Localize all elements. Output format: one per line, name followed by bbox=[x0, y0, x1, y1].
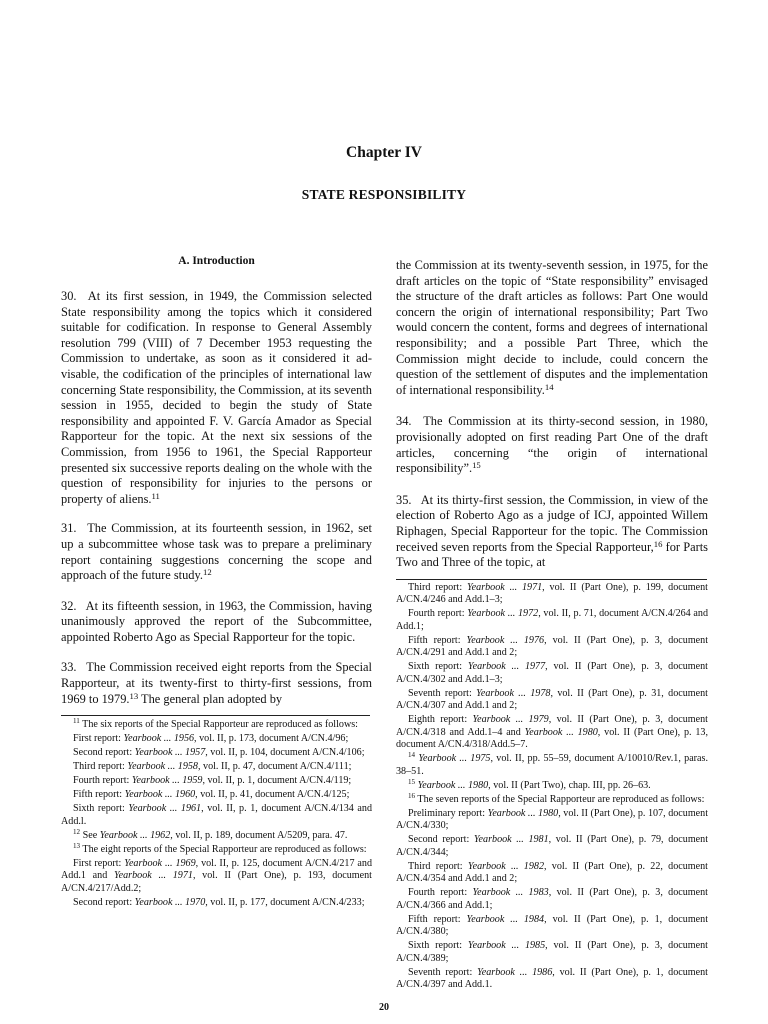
yearbook-citation: Yearbook ... 1978 bbox=[476, 687, 551, 699]
yearbook-citation: Yearbook ... 1957 bbox=[134, 747, 206, 759]
footnote-text: The eight reports of the Special Rapporteur are reproduced as follows: bbox=[82, 843, 367, 855]
paragraph-text: 34. The Commission at its thirty-second session, in 1980, provisionally adopted on first reading Part One of the draft articles, concerning “the origin of international responsibility”. bbox=[396, 414, 708, 476]
footnote bbox=[61, 841, 372, 857]
footnote-divider bbox=[396, 579, 707, 580]
footnote-text: , vol. II (Part One), p. 3, document A/CN.4/291 and Add.1 and 2; bbox=[396, 634, 708, 659]
footnote-number: 15 bbox=[408, 777, 416, 786]
footnote-entry bbox=[396, 914, 708, 939]
yearbook-citation: Yearbook ... 1969 bbox=[124, 857, 196, 869]
yearbook-citation: Yearbook ... 1971 bbox=[113, 870, 193, 882]
footnote-text: Fourth report: bbox=[408, 608, 468, 620]
footnote-entry bbox=[396, 808, 708, 833]
footnote-text: Seventh report: bbox=[408, 966, 478, 978]
footnote bbox=[61, 719, 372, 732]
yearbook-citation: Yearbook ... 1979 bbox=[472, 714, 549, 726]
paragraph-text: 32. At its fifteenth session, in 1963, the Commission, having unanimously approved the report of the Subcommittee, appointed Roberto Ago as Special Rapporteur for the topic. bbox=[61, 598, 372, 644]
footnote-text: Third report: bbox=[408, 581, 467, 593]
footnote-text: , vol. II (Part One), p. 3, document A/CN.4/389; bbox=[396, 940, 708, 964]
chapter-heading: Chapter IV bbox=[346, 144, 422, 161]
paragraph-33-continued bbox=[396, 258, 708, 398]
yearbook-citation: Yearbook ... 1972 bbox=[467, 608, 539, 620]
footnote-entry bbox=[396, 635, 708, 660]
yearbook-citation: Yearbook ... 1981 bbox=[473, 834, 549, 846]
footnote-ref: 12 bbox=[202, 567, 212, 578]
yearbook-citation: Yearbook ... 1971 bbox=[466, 581, 543, 593]
footnote-text: , vol. II, p. 47, document A/CN.4/111; bbox=[197, 761, 352, 773]
footnote-ref: 13 bbox=[129, 690, 139, 701]
yearbook-citation: Yearbook ... 1960 bbox=[124, 789, 196, 801]
footnote-text: Sixth report: bbox=[408, 661, 468, 673]
footnote-text: Sixth report: bbox=[408, 940, 468, 952]
footnote-text: , vol. II (Part One), p. 13, document A/CN.4/318/Add.5–7. bbox=[396, 726, 708, 751]
section-heading: A. Introduction bbox=[178, 255, 255, 267]
footnote-entry bbox=[396, 661, 708, 686]
footnote-text: , vol. II (Part One), p. 3, document A/CN.4/366 and Add.1; bbox=[396, 887, 708, 911]
footnote-text: , vol. II (Part One), p. 199, document A/CN.4/246 and Add.1–3; bbox=[396, 581, 708, 606]
footnotes-left bbox=[61, 719, 372, 909]
paragraph-text: the Commission at its twenty-seventh session, in 1975, for the draft articles on the topic of “State responsibility” envisaged the structure of the draft articles as follows: Part One would concern the origin of international responsibility; Part Two would concern the content, forms and degrees of international responsibility; and a possible Part Three, which the Commission might decide to include, could concern the question of the settlement of disputes and the implementation of international responsibility. bbox=[396, 258, 708, 397]
footnote-text: Second report: bbox=[408, 834, 474, 846]
footnote-text: Second report: bbox=[73, 747, 135, 759]
footnote-text: , vol. II (Part One), p. 1, document A/CN.4/380; bbox=[396, 913, 708, 938]
footnote-text: , vol. II (Part One), p. 1, document A/CN.4/397 and Add.1. bbox=[396, 966, 708, 991]
yearbook-citation: Yearbook ... 1962 bbox=[99, 829, 171, 841]
yearbook-citation: Yearbook ... 1986 bbox=[477, 966, 553, 978]
footnote-text: Sixth report: bbox=[73, 803, 129, 815]
footnote-entry bbox=[61, 761, 372, 774]
footnote-entry bbox=[396, 861, 708, 886]
footnote-text: , vol. II (Part One), p. 193, document A/CN.4/217/Add.2; bbox=[61, 870, 372, 894]
footnote-text: The seven reports of the Special Rapporteur are reproduced as follows: bbox=[417, 793, 705, 805]
footnote-text: Preliminary report: bbox=[408, 807, 488, 819]
paragraph-text: 33. The Commission received eight reports from the Special Rapporteur, at its twenty-first to thirty-first sessions, from 1969 to 1979. bbox=[61, 660, 372, 706]
footnote bbox=[396, 791, 708, 807]
footnote-entry bbox=[396, 887, 708, 912]
footnote-ref: 11 bbox=[151, 490, 160, 501]
footnote-entry bbox=[396, 967, 708, 992]
footnote-text: First report: bbox=[73, 857, 125, 869]
yearbook-citation: Yearbook ... 1961 bbox=[128, 803, 202, 815]
footnote-number: 14 bbox=[408, 751, 416, 760]
footnote-text: , vol. II (Part One), p. 79, document A/CN.4/344; bbox=[396, 834, 708, 858]
footnote-text: Seventh report: bbox=[408, 687, 477, 699]
yearbook-citation: Yearbook ... 1976 bbox=[466, 634, 545, 646]
footnote-text: , vol. II (Part Two), chap. III, pp. 26–63. bbox=[488, 779, 651, 791]
footnote-entry bbox=[396, 608, 708, 633]
footnote-text: , vol. II (Part One), p. 3, document A/CN.4/318 and Add.1–4 and bbox=[396, 714, 708, 738]
paragraph-31 bbox=[61, 521, 372, 583]
footnote-text: Third report: bbox=[73, 761, 128, 773]
footnote-text: , vol. II, p. 104, document A/CN.4/106; bbox=[205, 747, 365, 759]
paragraph-30 bbox=[61, 289, 372, 507]
yearbook-citation: Yearbook ... 1983 bbox=[472, 887, 549, 899]
yearbook-citation: Yearbook ... 1977 bbox=[467, 661, 546, 673]
paragraph-text-tail: The general plan adopted by bbox=[138, 691, 283, 706]
left-column bbox=[61, 255, 372, 911]
footnote-number: 13 bbox=[73, 841, 81, 850]
footnote-text: Third report: bbox=[408, 860, 468, 872]
footnote-entry bbox=[396, 714, 708, 752]
paragraph-text: 31. The Commission, at its fourteenth session, in 1962, set up a subcommittee whose task was to prepare a preliminary report containing suggestions concerning the scope and approach of the future study. bbox=[61, 521, 372, 583]
yearbook-citation: Yearbook ... 1985 bbox=[467, 940, 546, 952]
paragraph-34 bbox=[396, 414, 708, 476]
footnote-entry bbox=[61, 733, 372, 746]
yearbook-citation: Yearbook ... 1956 bbox=[123, 733, 195, 745]
footnote-entry bbox=[396, 834, 708, 859]
footnote-text: Fifth report: bbox=[408, 634, 467, 646]
footnote-text: Fifth report: bbox=[408, 913, 467, 925]
footnote-text: , vol. II, p. 1, document A/CN.4/119; bbox=[202, 775, 352, 787]
paragraph-text: 35. At its thirty-first session, the Commission, in view of the election of Roberto Ago as a judge of ICJ, appointed Willem Riphagen, Special Rapporteur for the topic. The Commission received seven reports from the Special Rapporteur, bbox=[396, 492, 708, 554]
footnote-text: , vol. II (Part One), p. 31, document A/CN.4/307 and Add.1 and 2; bbox=[396, 687, 708, 712]
yearbook-citation: Yearbook ... 1975 bbox=[418, 753, 491, 765]
footnote-text: First report: bbox=[73, 733, 124, 745]
footnote-text: , vol. II, p. 1, document A/CN.4/134 and Add.l. bbox=[61, 803, 372, 827]
right-column bbox=[396, 258, 708, 993]
footnote-entry bbox=[61, 747, 372, 760]
footnotes-right bbox=[396, 582, 708, 992]
footnote-text: The six reports of the Special Rapporteur are reproduced as follows: bbox=[82, 719, 358, 731]
footnote-text: , vol. II, pp. 55–59, document A/10010/Rev.1, paras. 38–51. bbox=[396, 753, 708, 777]
footnote-text: , vol. II, p. 71, document A/CN.4/264 and Add.1; bbox=[396, 608, 708, 632]
footnote-entry bbox=[61, 858, 372, 896]
yearbook-citation: Yearbook ... 1984 bbox=[466, 913, 545, 925]
footnote-text: , vol. II, p. 177, document A/CN.4/233; bbox=[205, 896, 365, 908]
page-number: 20 bbox=[379, 1002, 389, 1013]
footnote-text: Second report: bbox=[73, 896, 135, 908]
footnote-text: Fourth report: bbox=[408, 887, 473, 899]
yearbook-citation: Yearbook ... 1982 bbox=[467, 860, 544, 872]
footnote-entry bbox=[61, 803, 372, 828]
footnote-text: , vol. II, p. 189, document A/5209, para. 47. bbox=[170, 829, 348, 841]
footnote-ref: 16 bbox=[653, 538, 663, 549]
footnote-entry bbox=[396, 940, 708, 965]
paragraph-33 bbox=[61, 660, 372, 707]
footnote-number: 12 bbox=[73, 827, 81, 836]
footnote bbox=[396, 753, 708, 778]
yearbook-citation: Yearbook ... 1980 bbox=[524, 726, 598, 738]
footnote-text: , vol. II, p. 125, document A/CN.4/217 and Add.1 and bbox=[61, 857, 372, 882]
yearbook-citation: Yearbook ... 1970 bbox=[134, 896, 206, 908]
footnote-text: , vol. II (Part One), p. 22, document A/CN.4/354 and Add.1 and 2; bbox=[396, 860, 708, 885]
footnote-entry bbox=[396, 688, 708, 713]
footnote-text: Fourth report: bbox=[73, 775, 132, 787]
footnote-entry bbox=[61, 897, 372, 910]
footnote-ref: 14 bbox=[544, 381, 554, 392]
yearbook-citation: Yearbook ... 1980 bbox=[487, 807, 559, 819]
footnote-text: Eighth report: bbox=[408, 714, 473, 726]
footnote-entry bbox=[61, 775, 372, 788]
paragraph-35 bbox=[396, 493, 708, 571]
footnote-text: Fifth report: bbox=[73, 789, 125, 801]
yearbook-citation: Yearbook ... 1959 bbox=[131, 775, 203, 787]
paragraph-32 bbox=[61, 599, 372, 646]
yearbook-citation: Yearbook ... 1980 bbox=[417, 779, 489, 791]
footnote-text: , vol. II (Part One), p. 107, document A/CN.4/330; bbox=[396, 807, 708, 832]
yearbook-citation: Yearbook ... 1958 bbox=[127, 761, 198, 773]
footnote-text: See bbox=[82, 829, 100, 841]
footnote-number: 11 bbox=[73, 717, 80, 726]
footnote-divider bbox=[61, 715, 370, 716]
chapter-title: STATE RESPONSIBILITY bbox=[301, 187, 467, 202]
footnote bbox=[396, 777, 708, 793]
paragraph-text-tail: for Parts Two and Three of the topic, at bbox=[396, 539, 708, 570]
footnote bbox=[61, 827, 372, 843]
footnote-text: , vol. II, p. 173, document A/CN.4/96; bbox=[194, 733, 349, 745]
footnote-entry bbox=[61, 789, 372, 802]
paragraph-text: 30. At its first session, in 1949, the Commission selected State responsibility among the topics which it considered suitable for codification. In response to General Assembly resolution 799 (VIII) of 7 December 1953 requesting the Commission to undertake, as soon as it considered it advisable, the codification of the principles of international law concerning State responsibility, the Commission, at its seventh session in 1955, decided to begin the study of State responsibility and appointed F. V. García Amador as Special Rapporteur for the topic. At the next six sessions of the Commission, from 1956 to 1961, the Special Rapporteur presented six successive reports dealing on the whole with the question of responsibility for injuries to the persons or property of aliens. bbox=[61, 289, 372, 506]
footnote-entry bbox=[396, 582, 708, 607]
footnote-number: 16 bbox=[408, 791, 416, 800]
footnote-text: , vol. II (Part One), p. 3, document A/CN.4/302 and Add.1–3; bbox=[396, 661, 708, 685]
footnote-ref: 15 bbox=[472, 460, 481, 471]
footnote-text: , vol. II, p. 41, document A/CN.4/125; bbox=[195, 789, 350, 801]
